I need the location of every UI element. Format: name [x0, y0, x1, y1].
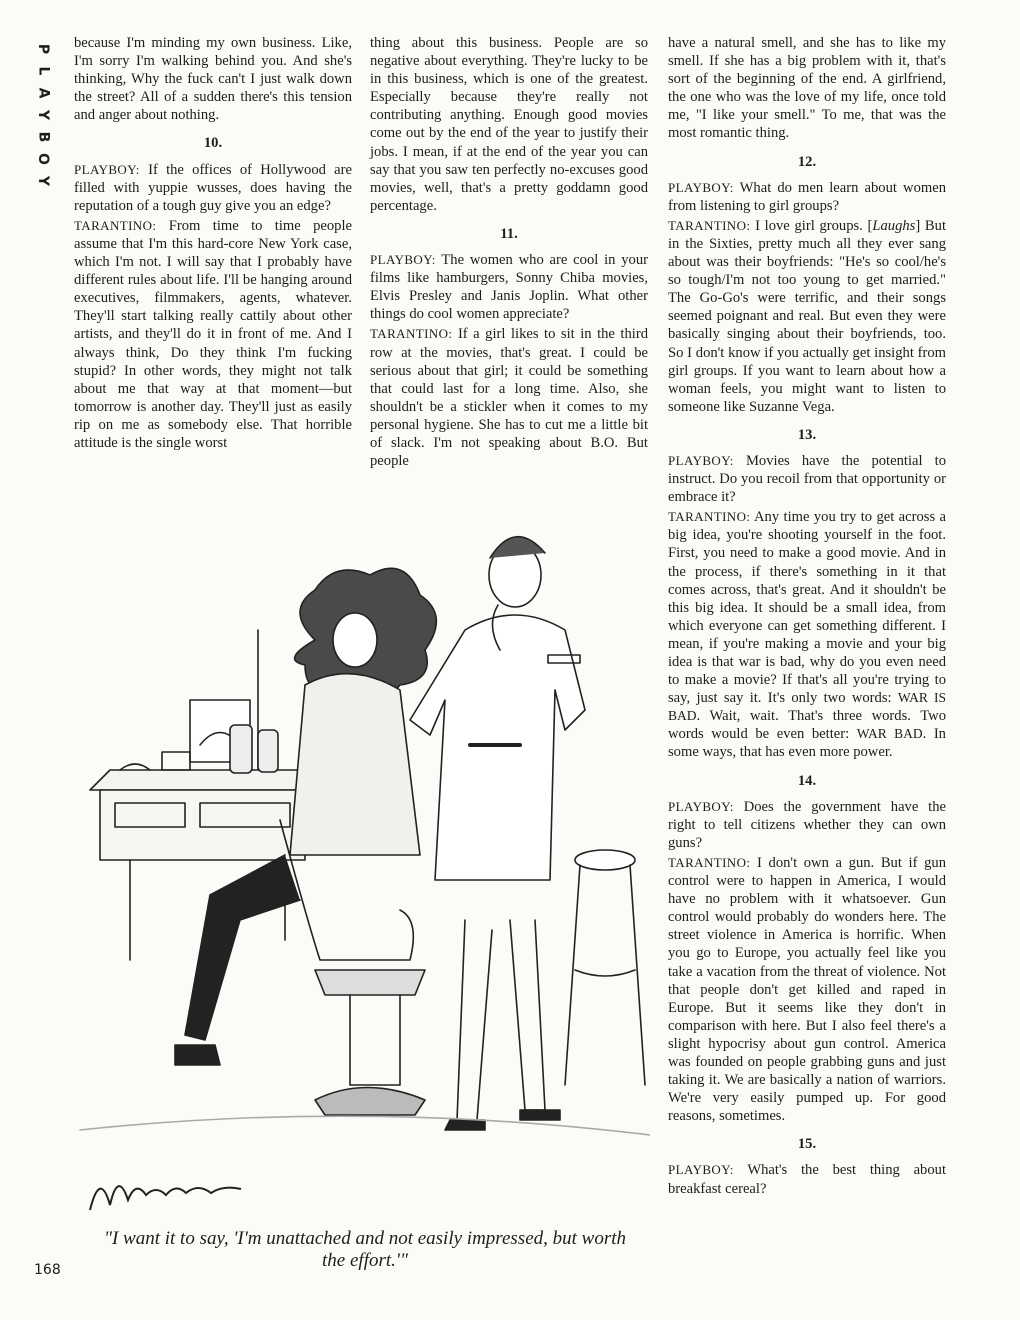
speaker-label: TARANTINO: — [370, 326, 453, 342]
paragraph: thing about this business. People are so negative about everything. They're lucky to be in this business, which is one of the greatest. Especially because they're really not contributing anything. Enough good movies come out by the end of the year to justify their jobs. I mean, if at the end of the year you can say that you saw ten perfectly no-excuses good movies, well, that's a pretty goddamn good percentage. — [370, 35, 648, 214]
speaker-label: PLAYBOY: — [74, 161, 140, 177]
runner-letter: A — [35, 87, 51, 99]
runner-letter: B — [34, 131, 51, 143]
runner-letter: P — [34, 43, 51, 55]
question — [668, 179, 946, 215]
answer-text: From time to time people assume that I'm this hard-core New York case, which I'm not. I will say that I probably have different rules about life. I'll be hanging around executives, filmmakers, agents, whatever. They'll start talking really cattily about other artists, and they'll do it in front of me. And I always think, Do they think I'm fucking stupid? In other words, they might not talk about me that way at that moment—but tomorrow is another day. They'll just as easily rip on me as somebody else. That horrible attitude is the single worst — [74, 217, 352, 451]
answer-text: I don't own a gun. But if gun control were to happen in America, I would have no problem with it whatsoever. Gun control would probably do wonders here. The street violence in America is horrific. When you go to Europe, you actually feel like you take a vacation from the threat of violence. Not that people don't get killed and raped in Europe. But it seems like they don't in comparison with here. But I also feel there's a slight hypocrisy about gun control. America was founded on people grabbing guns and just taking it. We are basically a nation of warriors. We're very easily pumped up. For good reasons, sometimes. — [668, 854, 946, 1125]
question — [370, 251, 648, 323]
question — [668, 452, 946, 506]
answer-text: If a girl likes to sit in the third row at the movies, that's great. I could be serious about that girl; it could be something that could last for a long time. Also, she shouldn't be a stickler when it comes to my personal hygiene. She has to cut me a little bit of slack. I'm not speaking about B.O. But people — [370, 326, 648, 470]
text-column-2 — [370, 34, 648, 472]
question-number: 13. — [797, 426, 817, 443]
speaker-label: PLAYBOY: — [668, 452, 734, 468]
answer-text: ] But in the Sixties, pretty much all they ever sang about was their boyfriends: "He's so cool/he's so tough/I'm not too young to get married." The Go-Go's were terrific, and their songs seemed poignant and real. But even they were basically singing about their boyfriends, too. So I don't know if you actually get insight from girl groups. If you want to learn about how a woman feels, you might want to listen to someone like Suzanne Vega. — [668, 217, 946, 415]
answer — [668, 854, 946, 1125]
answer — [370, 325, 648, 470]
runner-letter: O — [35, 153, 51, 165]
text-column-3 — [668, 34, 946, 1200]
question-text: What's the best thing about breakfast cereal? — [668, 1162, 947, 1197]
speaker-label: PLAYBOY: — [668, 798, 734, 814]
question-text: Movies have the potential to instruct. Do you recoil from that opportunity or embrace it? — [668, 452, 946, 506]
speaker-label: TARANTINO: — [668, 217, 751, 233]
runner-letter: L — [34, 66, 51, 76]
page-number: 168 — [34, 1262, 61, 1278]
speaker-label: PLAYBOY: — [668, 1162, 734, 1178]
answer-text: Any time you try to get across a big idea, you're shooting yourself in the foot. First, you need to make a good movie. And in the process, if there's something in it that comes across, that's great. And it shouldn't be this big idea. It should be a small idea, from which everyone can get something different. I mean, if you're making a movie and your big idea is that war is bad, why do you even need to make a movie? If that's all you're trying to say, just say it. It's only two words: — [668, 509, 947, 707]
cartoon-caption: "I want it to say, 'I'm unattached and not easily impressed, but worth the effort.'" — [103, 1228, 627, 1271]
answer-text: I love girl groups. [ — [755, 217, 873, 234]
paragraph: have a natural smell, and she has to like my smell. If she has a big problem with it, that's sort of the beginning of the end. A girlfriend, the one who was the love of my life, once told me, "I like your smell." To me, that was the most romantic thing. — [668, 35, 946, 142]
paragraph: because I'm minding my own business. Like, I'm sorry I'm walking behind you. And she's thinking, Why the fuck can't I just walk down the street? All of a sudden there's this tension and anger about nothing. — [74, 35, 352, 124]
answer-smallcaps: WAR IS BAD — [668, 690, 946, 724]
speaker-label: TARANTINO: — [74, 217, 157, 233]
speaker-label: PLAYBOY: — [370, 252, 436, 268]
answer — [668, 217, 946, 416]
question-number: 11. — [500, 225, 518, 242]
text-column-1 — [74, 34, 352, 454]
answer-text: . Wait, wait. That's three words. Two words would be even better: — [668, 708, 946, 743]
runner-letter: Y — [34, 175, 51, 187]
answer-smallcaps: WAR BAD — [856, 726, 923, 742]
question — [668, 1161, 946, 1197]
answer — [668, 508, 946, 761]
artist-signature — [90, 1186, 241, 1210]
cartoon-illustration — [70, 520, 650, 1220]
question-number: 12. — [797, 153, 817, 170]
question-text: Does the government have the right to tell citizens whether they can own guns? — [668, 798, 946, 851]
speaker-label: PLAYBOY: — [668, 179, 734, 195]
question-number: 15. — [797, 1136, 817, 1153]
answer-emphasis: Laughs — [872, 217, 916, 234]
speaker-label: TARANTINO: — [668, 854, 751, 870]
question-text: If the offices of Hollywood are filled with yuppie wusses, does having the reputation of a tough guy give you an edge? — [74, 161, 352, 214]
question-number: 10. — [203, 135, 223, 152]
answer-text: . In some ways, that has even more power. — [668, 726, 946, 761]
question-text: What do men learn about women from listening to girl groups? — [668, 179, 946, 214]
magazine-runner — [28, 38, 58, 192]
question-text: The women who are cool in your films like hamburgers, Sonny Chiba movies, Elvis Presley and Janis Joplin. What other things do cool women appreciate? — [370, 252, 649, 323]
answer — [74, 217, 352, 452]
runner-letter: Y — [34, 109, 51, 121]
question-number: 14. — [797, 772, 817, 789]
speaker-label: TARANTINO: — [668, 509, 751, 525]
question — [668, 798, 946, 852]
question — [74, 161, 352, 215]
